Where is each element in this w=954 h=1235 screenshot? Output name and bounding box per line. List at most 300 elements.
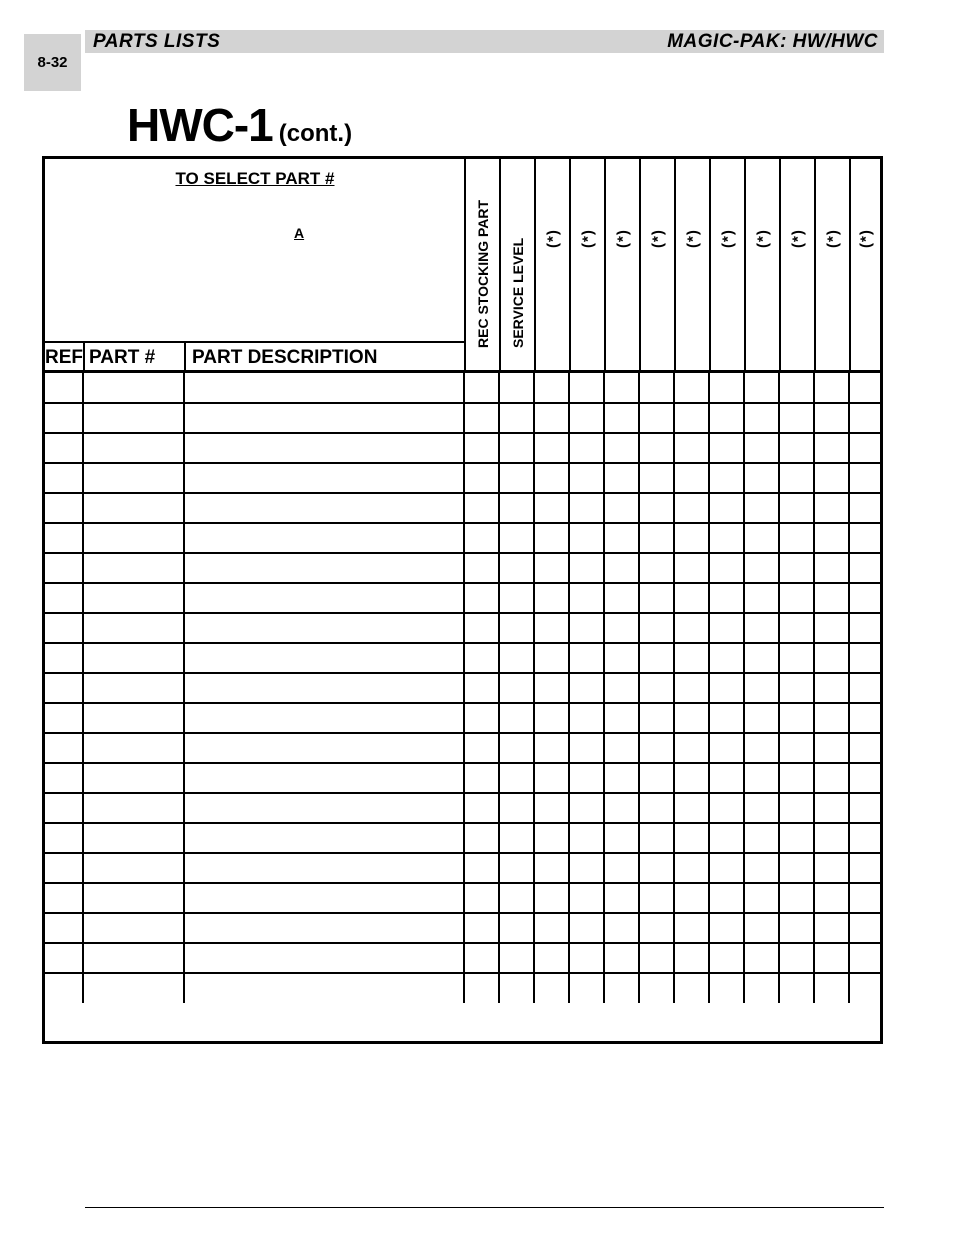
mark-cell	[744, 733, 779, 763]
mark-cell	[499, 523, 534, 553]
mark-cell	[604, 883, 639, 913]
table-row	[45, 523, 881, 553]
mark-cell	[499, 763, 534, 793]
mark-cell	[779, 403, 814, 433]
option-mark-column	[674, 159, 709, 370]
mark-cell	[499, 973, 534, 1003]
mark-cell	[814, 583, 849, 613]
part-number-cell	[83, 703, 184, 733]
mark-cell	[464, 613, 499, 643]
mark-cell	[639, 463, 674, 493]
page-title	[127, 98, 352, 152]
mark-cell	[709, 613, 744, 643]
mark-cell	[779, 913, 814, 943]
mark-cell	[814, 433, 849, 463]
mark-cell	[534, 853, 569, 883]
mark-cell	[534, 973, 569, 1003]
part-description-cell	[184, 733, 464, 763]
rec-stocking-header: REC STOCKING PART	[474, 199, 491, 348]
mark-cell	[499, 883, 534, 913]
mark-cell	[814, 763, 849, 793]
mark-cell	[709, 583, 744, 613]
part-description-cell	[184, 823, 464, 853]
mark-cell	[639, 613, 674, 643]
mark-cell	[779, 553, 814, 583]
ref-cell	[45, 373, 83, 403]
mark-cell	[849, 823, 881, 853]
table-row	[45, 703, 881, 733]
mark-cell	[849, 493, 881, 523]
part-number-cell	[83, 613, 184, 643]
mark-cell	[464, 523, 499, 553]
ref-cell	[45, 943, 83, 973]
mark-cell	[779, 643, 814, 673]
table-row	[45, 763, 881, 793]
mark-cell	[464, 583, 499, 613]
option-mark-column	[814, 159, 849, 370]
option-mark-header: (*)	[614, 229, 631, 248]
part-number-cell	[83, 883, 184, 913]
mark-cell	[569, 553, 604, 583]
mark-cell	[744, 853, 779, 883]
mark-cell	[534, 643, 569, 673]
part-divider	[184, 342, 186, 370]
table-row	[45, 583, 881, 613]
part-description-cell	[184, 853, 464, 883]
mark-cell	[674, 553, 709, 583]
mark-cell	[674, 403, 709, 433]
mark-cell	[744, 583, 779, 613]
ref-cell	[45, 403, 83, 433]
mark-cell	[499, 493, 534, 523]
title-suffix: (cont.)	[278, 120, 353, 147]
ref-cell	[45, 913, 83, 943]
table-row	[45, 613, 881, 643]
mark-cell	[604, 733, 639, 763]
mark-cell	[674, 823, 709, 853]
table-row	[45, 823, 881, 853]
mark-cell	[534, 913, 569, 943]
ref-cell	[45, 493, 83, 523]
part-description-cell	[184, 973, 464, 1003]
select-part-title: TO SELECT PART #	[175, 169, 335, 188]
part-description-cell	[184, 433, 464, 463]
mark-cell	[779, 943, 814, 973]
page-tab	[24, 34, 81, 91]
mark-cell	[849, 433, 881, 463]
parts-grid	[45, 373, 881, 1003]
ref-cell	[45, 643, 83, 673]
mark-cell	[499, 583, 534, 613]
rec-stocking-column	[464, 159, 499, 370]
ref-cell	[45, 733, 83, 763]
mark-cell	[499, 433, 534, 463]
mark-cell	[814, 913, 849, 943]
mark-cell	[709, 403, 744, 433]
mark-cell	[464, 703, 499, 733]
mark-cell	[639, 643, 674, 673]
option-mark-column	[639, 159, 674, 370]
ref-header: REF	[45, 347, 83, 368]
mark-cell	[604, 523, 639, 553]
mark-cell	[639, 433, 674, 463]
mark-cell	[674, 583, 709, 613]
mark-cell	[674, 943, 709, 973]
mark-cell	[464, 913, 499, 943]
mark-cell	[849, 973, 881, 1003]
mark-cell	[464, 763, 499, 793]
mark-cell	[639, 403, 674, 433]
mark-cell	[709, 763, 744, 793]
mark-cell	[814, 943, 849, 973]
mark-cell	[639, 793, 674, 823]
mark-cell	[709, 553, 744, 583]
part-number-cell	[83, 523, 184, 553]
mark-cell	[534, 403, 569, 433]
mark-cell	[604, 583, 639, 613]
mark-cell	[639, 883, 674, 913]
mark-cell	[464, 643, 499, 673]
mark-cell	[744, 883, 779, 913]
mark-cell	[814, 493, 849, 523]
title-main: HWC-1	[127, 99, 273, 151]
part-description-cell	[184, 613, 464, 643]
mark-cell	[604, 823, 639, 853]
mark-cell	[499, 823, 534, 853]
mark-cell	[534, 553, 569, 583]
part-number-cell	[83, 973, 184, 1003]
mark-cell	[639, 853, 674, 883]
mark-cell	[849, 913, 881, 943]
part-description-cell	[184, 403, 464, 433]
mark-cell	[709, 523, 744, 553]
mark-cell	[779, 673, 814, 703]
part-number-cell	[83, 433, 184, 463]
mark-cell	[709, 493, 744, 523]
mark-cell	[779, 613, 814, 643]
mark-cell	[534, 463, 569, 493]
option-mark-column	[744, 159, 779, 370]
mark-cell	[639, 493, 674, 523]
mark-cell	[744, 493, 779, 523]
ref-cell	[45, 883, 83, 913]
mark-cell	[744, 463, 779, 493]
mark-cell	[499, 853, 534, 883]
mark-cell	[674, 793, 709, 823]
mark-cell	[674, 913, 709, 943]
part-description-cell	[184, 943, 464, 973]
mark-cell	[569, 793, 604, 823]
option-mark-header: (*)	[824, 229, 841, 248]
mark-cell	[814, 553, 849, 583]
mark-cell	[464, 403, 499, 433]
mark-cell	[569, 913, 604, 943]
mark-cell	[639, 673, 674, 703]
table-row	[45, 553, 881, 583]
mark-cell	[779, 373, 814, 403]
part-description-cell	[184, 673, 464, 703]
mark-cell	[779, 463, 814, 493]
ref-cell	[45, 433, 83, 463]
mark-cell	[534, 523, 569, 553]
mark-cell	[604, 493, 639, 523]
part-description-cell	[184, 523, 464, 553]
mark-cell	[604, 463, 639, 493]
ref-cell	[45, 823, 83, 853]
table-row	[45, 433, 881, 463]
mark-cell	[569, 403, 604, 433]
mark-cell	[779, 823, 814, 853]
mark-cell	[709, 433, 744, 463]
ref-cell	[45, 523, 83, 553]
table-row	[45, 973, 881, 1003]
mark-cell	[744, 823, 779, 853]
mark-cell	[604, 553, 639, 583]
mark-cell	[744, 973, 779, 1003]
mark-cell	[569, 463, 604, 493]
mark-cell	[604, 373, 639, 403]
mark-cell	[814, 793, 849, 823]
mark-cell	[499, 553, 534, 583]
service-level-header: SERVICE LEVEL	[509, 237, 526, 348]
mark-cell	[604, 913, 639, 943]
mark-cell	[464, 493, 499, 523]
mark-cell	[779, 523, 814, 553]
mark-cell	[849, 373, 881, 403]
mark-cell	[499, 373, 534, 403]
mark-cell	[744, 553, 779, 583]
part-description-cell	[184, 493, 464, 523]
mark-cell	[814, 463, 849, 493]
mark-cell	[534, 733, 569, 763]
mark-cell	[709, 703, 744, 733]
mark-cell	[814, 703, 849, 733]
footer-rule	[85, 1207, 884, 1208]
option-mark-header: (*)	[649, 229, 666, 248]
mark-cell	[779, 973, 814, 1003]
mark-cell	[709, 733, 744, 763]
option-mark-column	[709, 159, 744, 370]
mark-cell	[534, 373, 569, 403]
mark-cell	[709, 823, 744, 853]
mark-cell	[604, 943, 639, 973]
mark-cell	[849, 763, 881, 793]
part-description-cell	[184, 703, 464, 733]
part-number-cell	[83, 913, 184, 943]
mark-cell	[814, 733, 849, 763]
option-mark-column	[534, 159, 569, 370]
option-mark-header: (*)	[684, 229, 701, 248]
mark-cell	[534, 613, 569, 643]
option-mark-column	[569, 159, 604, 370]
mark-cell	[639, 973, 674, 1003]
mark-cell	[744, 643, 779, 673]
mark-cell	[569, 523, 604, 553]
part-description-cell	[184, 643, 464, 673]
mark-cell	[814, 643, 849, 673]
table-row	[45, 853, 881, 883]
mark-cell	[674, 853, 709, 883]
mark-cell	[604, 613, 639, 643]
part-number-cell	[83, 673, 184, 703]
part-description-cell	[184, 793, 464, 823]
mark-cell	[499, 733, 534, 763]
part-number-cell	[83, 793, 184, 823]
mark-cell	[604, 763, 639, 793]
select-column-marker: A	[294, 225, 305, 241]
part-number-cell	[83, 763, 184, 793]
table-row	[45, 943, 881, 973]
part-number-cell	[83, 823, 184, 853]
mark-cell	[534, 583, 569, 613]
mark-cell	[604, 973, 639, 1003]
mark-cell	[639, 763, 674, 793]
mark-cell	[569, 823, 604, 853]
ref-cell	[45, 553, 83, 583]
mark-cell	[814, 853, 849, 883]
mark-cell	[464, 943, 499, 973]
mark-cell	[569, 943, 604, 973]
table-row	[45, 883, 881, 913]
mark-cell	[464, 973, 499, 1003]
part-description-header: PART DESCRIPTION	[192, 347, 378, 368]
part-description-cell	[184, 913, 464, 943]
table-row	[45, 733, 881, 763]
part-description-cell	[184, 883, 464, 913]
part-number-cell	[83, 403, 184, 433]
mark-cell	[534, 763, 569, 793]
mark-cell	[849, 793, 881, 823]
mark-cell	[849, 673, 881, 703]
mark-cell	[499, 643, 534, 673]
mark-cell	[674, 673, 709, 703]
table-row	[45, 793, 881, 823]
part-description-cell	[184, 763, 464, 793]
mark-cell	[569, 733, 604, 763]
mark-cell	[604, 703, 639, 733]
header-bar	[85, 30, 884, 53]
table-row	[45, 373, 881, 403]
mark-cell	[779, 763, 814, 793]
mark-cell	[849, 613, 881, 643]
mark-cell	[814, 973, 849, 1003]
mark-cell	[464, 553, 499, 583]
ref-cell	[45, 973, 83, 1003]
mark-cell	[744, 613, 779, 643]
mark-cell	[499, 913, 534, 943]
mark-cell	[499, 673, 534, 703]
option-mark-column	[604, 159, 639, 370]
mark-cell	[674, 973, 709, 1003]
mark-cell	[744, 913, 779, 943]
part-description-cell	[184, 463, 464, 493]
part-number-cell	[83, 853, 184, 883]
mark-cell	[674, 493, 709, 523]
table-row	[45, 643, 881, 673]
mark-cell	[744, 943, 779, 973]
mark-cell	[849, 703, 881, 733]
mark-cell	[569, 433, 604, 463]
option-mark-header: (*)	[719, 229, 736, 248]
mark-cell	[779, 793, 814, 823]
section-title: PARTS LISTS	[93, 31, 221, 52]
mark-cell	[744, 523, 779, 553]
mark-cell	[639, 523, 674, 553]
mark-cell	[464, 673, 499, 703]
mark-cell	[534, 883, 569, 913]
service-level-column	[499, 159, 534, 370]
mark-cell	[849, 403, 881, 433]
mark-cell	[604, 433, 639, 463]
mark-cell	[639, 913, 674, 943]
mark-cell	[569, 493, 604, 523]
mark-cell	[464, 823, 499, 853]
table-row	[45, 913, 881, 943]
ref-cell	[45, 463, 83, 493]
mark-cell	[639, 583, 674, 613]
part-description-cell	[184, 553, 464, 583]
mark-cell	[849, 943, 881, 973]
mark-cell	[499, 943, 534, 973]
ref-divider	[83, 342, 85, 370]
mark-cell	[744, 763, 779, 793]
mark-cell	[849, 463, 881, 493]
ref-cell	[45, 673, 83, 703]
mark-cell	[499, 613, 534, 643]
mark-cell	[464, 793, 499, 823]
mark-cell	[499, 793, 534, 823]
table-row	[45, 673, 881, 703]
part-number-cell	[83, 943, 184, 973]
mark-cell	[814, 523, 849, 553]
mark-cell	[534, 673, 569, 703]
mark-cell	[744, 673, 779, 703]
table-row	[45, 403, 881, 433]
mark-cell	[674, 883, 709, 913]
mark-cell	[464, 883, 499, 913]
mark-cell	[674, 703, 709, 733]
part-number-cell	[83, 733, 184, 763]
option-mark-header: (*)	[579, 229, 596, 248]
part-number-cell	[83, 373, 184, 403]
page-number: 8-32	[37, 54, 68, 71]
mark-cell	[709, 913, 744, 943]
mark-cell	[744, 433, 779, 463]
mark-cell	[744, 703, 779, 733]
mark-cell	[674, 433, 709, 463]
mark-cell	[744, 373, 779, 403]
mark-cell	[534, 823, 569, 853]
mark-cell	[674, 373, 709, 403]
mark-cell	[604, 853, 639, 883]
mark-cell	[674, 763, 709, 793]
mark-cell	[569, 973, 604, 1003]
mark-cell	[569, 643, 604, 673]
mark-cell	[709, 883, 744, 913]
mark-cell	[534, 493, 569, 523]
ref-cell	[45, 613, 83, 643]
mark-cell	[639, 703, 674, 733]
mark-cell	[674, 523, 709, 553]
parts-table	[42, 156, 883, 1044]
select-part-box	[45, 159, 465, 341]
mark-cell	[849, 583, 881, 613]
mark-cell	[569, 853, 604, 883]
mark-cell	[709, 973, 744, 1003]
mark-cell	[814, 403, 849, 433]
ref-cell	[45, 793, 83, 823]
mark-cell	[639, 943, 674, 973]
